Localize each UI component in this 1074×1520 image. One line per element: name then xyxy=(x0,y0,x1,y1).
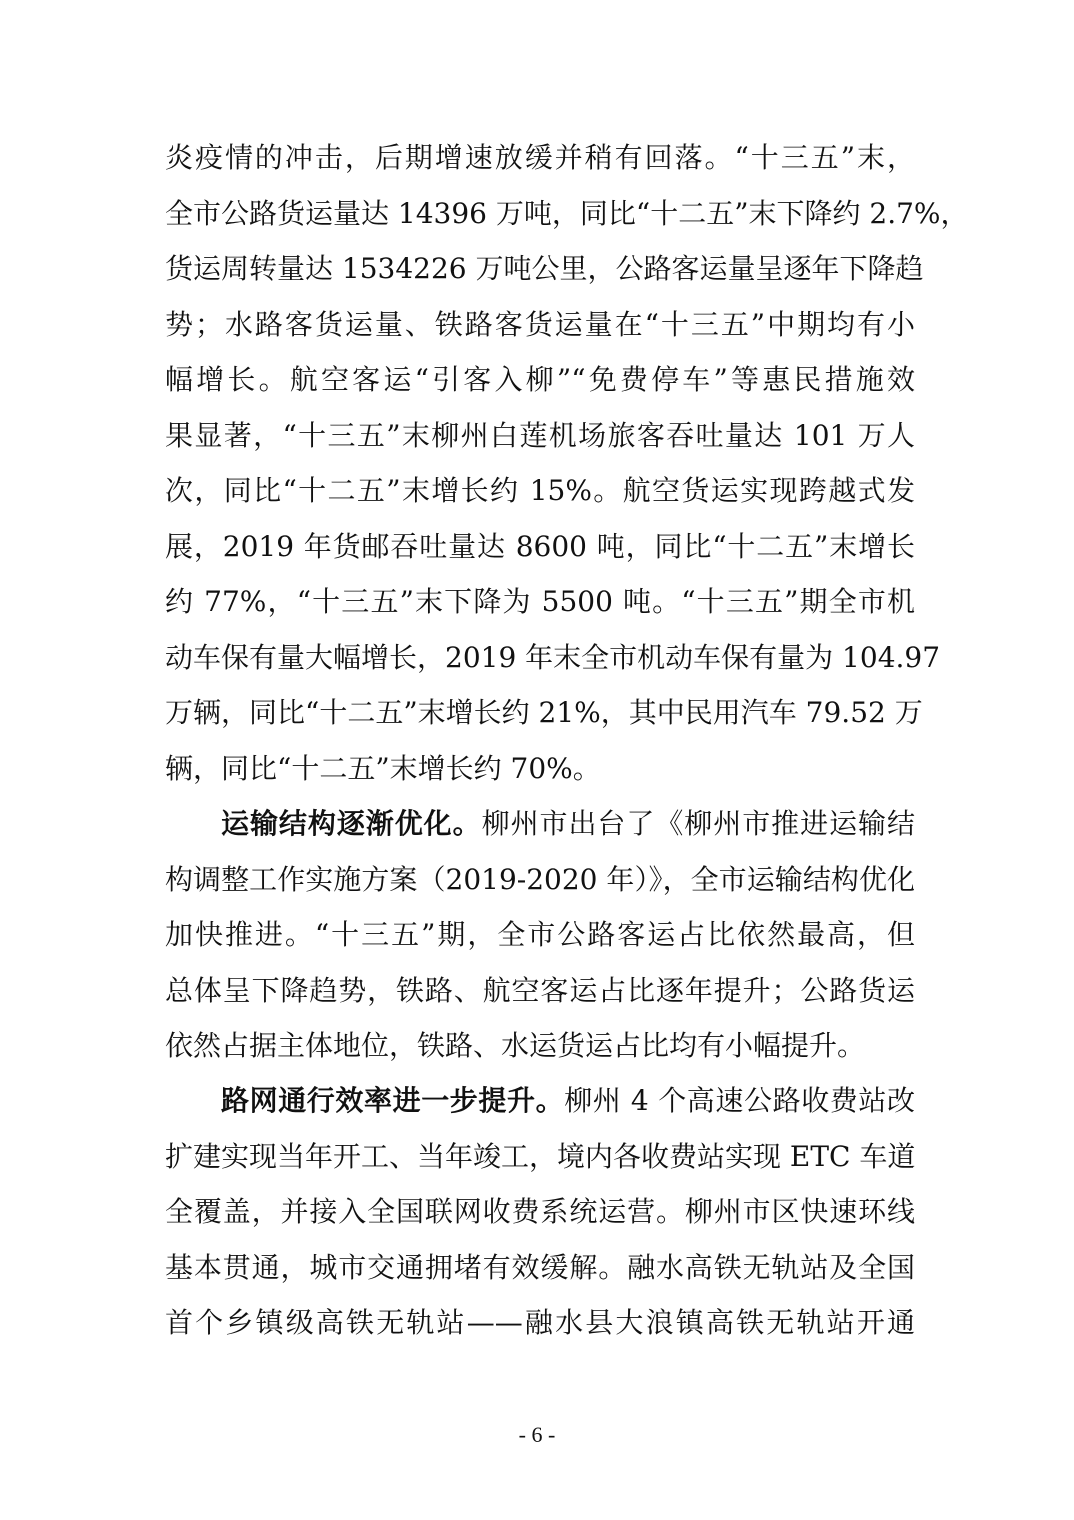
paragraph-1-line: 约 77%，“十三五”末下降为 5500 吨。“十三五”期全市机 xyxy=(165,585,915,618)
paragraph-3-line: 基本贯通，城市交通拥堵有效缓解。融水高铁无轨站及全国 xyxy=(165,1250,915,1284)
paragraph-1-line: 货运周转量达 1534226 万吨公里，公路客运量呈逐年下降趋 xyxy=(165,252,924,285)
paragraph-2-heading: 运输结构逐渐优化。 xyxy=(221,807,482,840)
paragraph-2-first-line-text: 柳州市出台了《柳州市推进运输结 xyxy=(481,807,915,840)
page-number: - 6 - xyxy=(518,1422,556,1447)
paragraph-2-first-line xyxy=(165,796,915,852)
paragraph-1-line: 展，2019 年货邮吞吐量达 8600 吨，同比“十二五”末增长 xyxy=(165,529,915,563)
paragraph-3-line: 首个乡镇级高铁无轨站——融水县大浪镇高铁无轨站开通 xyxy=(165,1306,915,1339)
paragraph-1 xyxy=(165,130,969,796)
paragraph-2-line: 依然占据主体地位，铁路、水运货运占比均有小幅提升。 xyxy=(165,1029,866,1062)
paragraph-3-first-line-text: 柳州 4 个高速公路收费站改 xyxy=(564,1084,915,1117)
paragraph-1-line: 次，同比“十二五”末增长约 15%。航空货运实现跨越式发 xyxy=(165,474,915,507)
paragraph-1-line: 全市公路货运量达 14396 万吨，同比“十二五”末下降约 2.7%， xyxy=(165,196,969,230)
paragraph-3-heading: 路网通行效率进一步提升。 xyxy=(221,1084,565,1117)
paragraph-3 xyxy=(165,1073,915,1351)
paragraph-1-line: 万辆，同比“十二五”末增长约 21%，其中民用汽车 79.52 万 xyxy=(165,696,923,729)
paragraph-1-line: 幅增长。航空客运“引客入柳”“免费停车”等惠民措施效 xyxy=(165,363,915,396)
paragraph-2-line: 构调整工作实施方案（2019-2020 年）》，全市运输结构优化 xyxy=(165,862,915,896)
paragraph-1-line: 炎疫情的冲击，后期增速放缓并稍有回落。“十三五”末， xyxy=(165,141,915,174)
paragraph-2-line: 加快推进。“十三五”期，全市公路客运占比依然最高，但 xyxy=(165,918,915,951)
paragraph-2-line: 总体呈下降趋势，铁路、航空客运占比逐年提升；公路货运 xyxy=(165,973,915,1007)
paragraph-1-line: 动车保有量大幅增长，2019 年末全市机动车保有量为 104.97 xyxy=(165,640,941,674)
paragraph-3-line: 全覆盖，并接入全国联网收费系统运营。柳州市区快速环线 xyxy=(165,1195,915,1228)
paragraph-1-line: 果显著，“十三五”末柳州白莲机场旅客吞吐量达 101 万人 xyxy=(165,418,915,452)
paragraph-1-line: 势；水路客货运量、铁路客货运量在“十三五”中期均有小 xyxy=(165,307,915,341)
paragraph-2 xyxy=(165,796,915,1074)
paragraph-3-first-line xyxy=(165,1073,915,1129)
paragraph-1-line: 辆，同比“十二五”末增长约 70%。 xyxy=(165,751,601,785)
paragraph-3-line: 扩建实现当年开工、当年竣工，境内各收费站实现 ETC 车道 xyxy=(165,1139,916,1173)
